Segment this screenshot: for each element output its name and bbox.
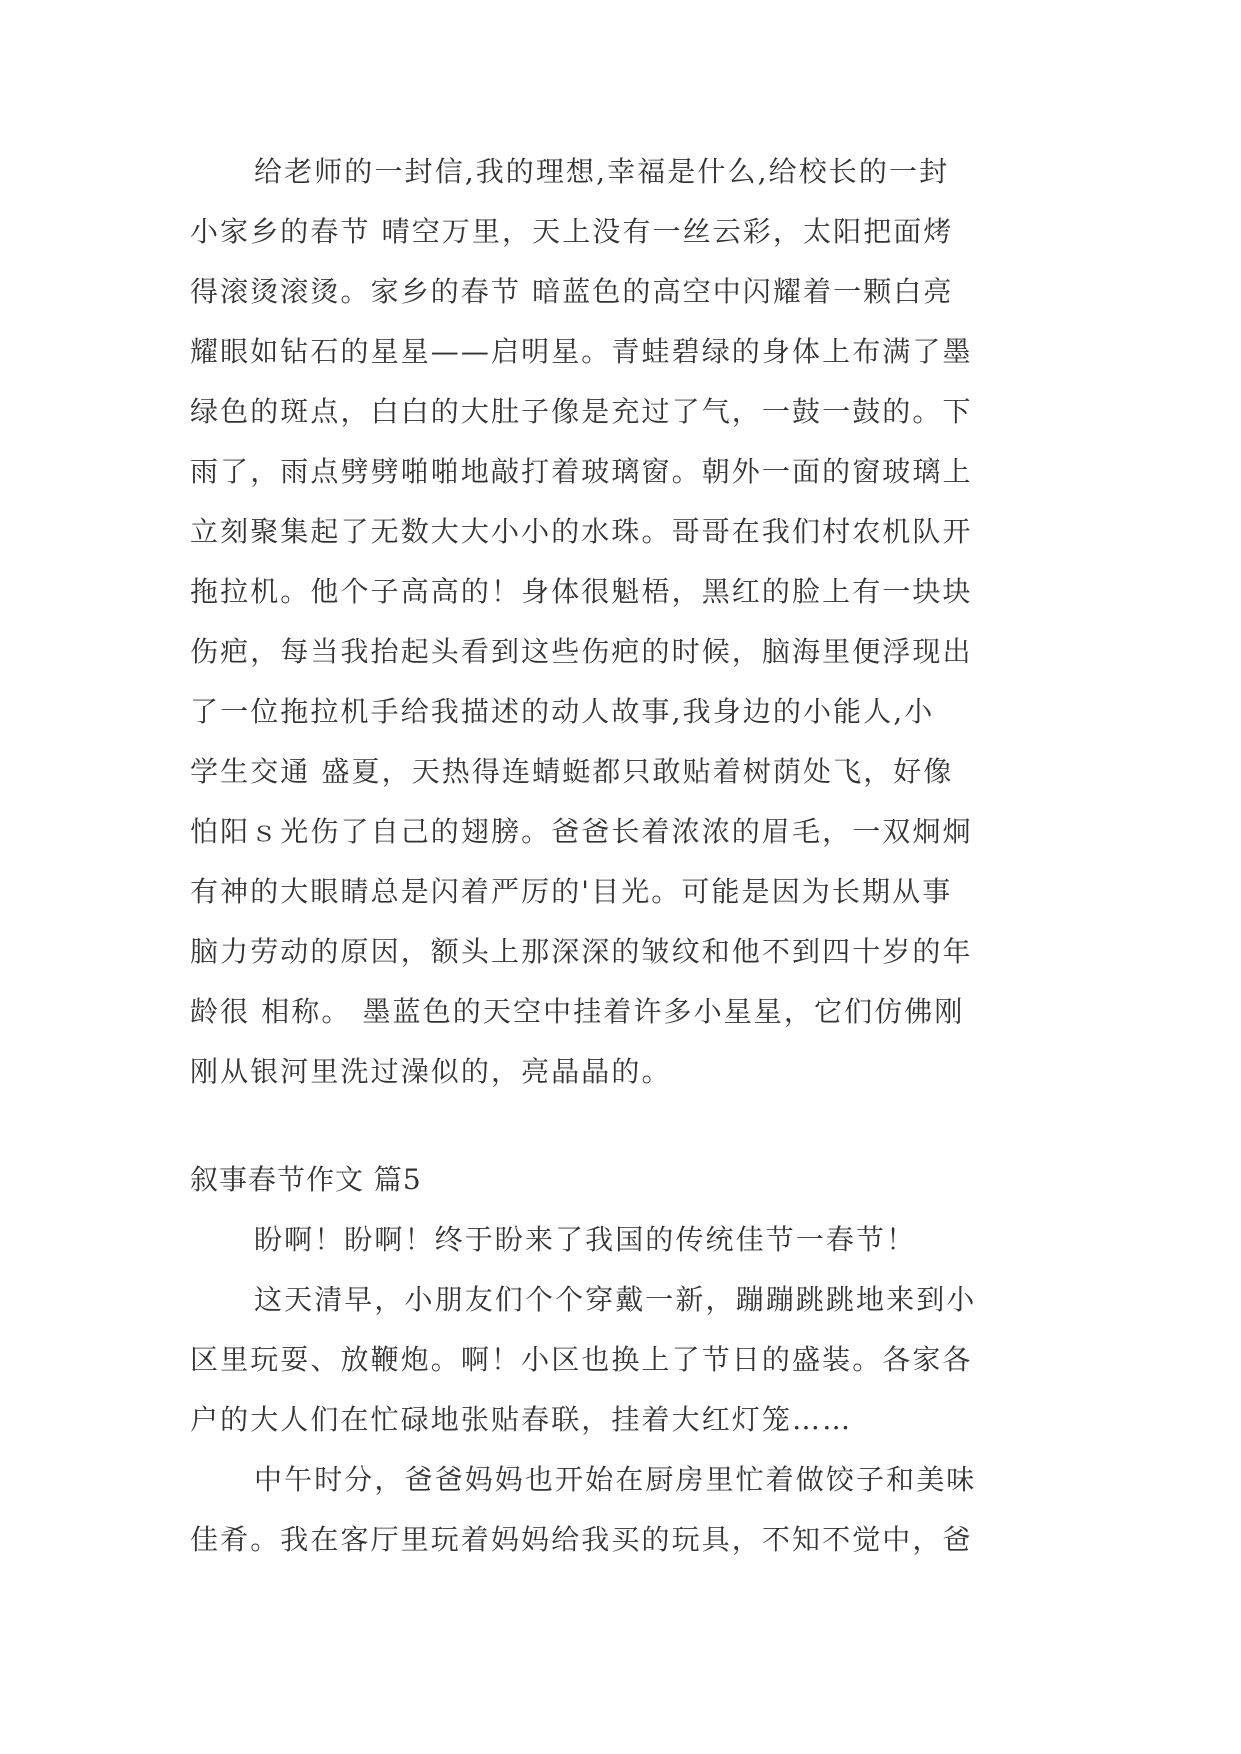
paragraph-1-line-1: 给老师的一封信,我的理想,幸福是什么,给校长的一封	[254, 155, 950, 188]
paragraph-1-line-8: 拖拉机。他个子高高的！身体很魁梧，黑红的脸上有一块块	[190, 575, 973, 608]
paragraph-1-line-10: 了一位拖拉机手给我描述的动人故事,我身边的小能人,小	[190, 695, 935, 728]
paragraph-3-line-3: 户的大人们在忙碌地张贴春联，挂着大红灯笼……	[190, 1403, 853, 1436]
paragraph-1-line-14: 脑力劳动的原因，额头上那深深的皱纹和他不到四十岁的年	[190, 935, 973, 968]
paragraph-1-line-13: 有神的大眼睛总是闪着严厉的'目光。可能是因为长期从事	[190, 875, 953, 908]
paragraph-3-line-2: 区里玩耍、放鞭炮。啊！小区也换上了节日的盛装。各家各	[190, 1343, 973, 1376]
paragraph-1-line-15: 龄很 相称。 墨蓝色的天空中挂着许多小星星，它们仿佛刚	[190, 995, 965, 1028]
paragraph-1-line-12: 怕阳ｓ光伤了自己的翅膀。爸爸长着浓浓的眉毛，一双炯炯	[190, 815, 973, 848]
paragraph-1-line-9: 伤疤，每当我抬起头看到这些伤疤的时候，脑海里便浮现出	[190, 635, 973, 668]
paragraph-1-line-2: 小家乡的春节 晴空万里，天上没有一丝云彩，太阳把面烤	[190, 215, 954, 248]
paragraph-2-line-1: 盼啊！盼啊！终于盼来了我国的传统佳节一春节！	[254, 1223, 917, 1256]
paragraph-1-line-4: 耀眼如钻石的星星——启明星。青蛙碧绿的身体上布满了墨	[190, 335, 973, 368]
paragraph-1-line-11: 学生交通 盛夏，天热得连蜻蜓都只敢贴着树荫处飞，好像	[190, 755, 954, 788]
paragraph-4-line-2: 佳肴。我在客厅里玩着妈妈给我买的玩具，不知不觉中，爸	[190, 1523, 973, 1556]
paragraph-3-line-1: 这天清早，小朋友们个个穿戴一新，蹦蹦跳跳地来到小	[254, 1283, 977, 1316]
paragraph-1-line-16: 刚从银河里洗过澡似的，亮晶晶的。	[190, 1055, 672, 1088]
paragraph-1-line-3: 得滚烫滚烫。家乡的春节 暗蓝色的高空中闪耀着一颗白亮	[190, 275, 954, 308]
section-heading: 叙事春节作文 篇5	[190, 1163, 422, 1196]
paragraph-4-line-1: 中午时分，爸爸妈妈也开始在厨房里忙着做饺子和美味	[254, 1463, 977, 1496]
paragraph-1-line-5: 绿色的斑点，白白的大肚子像是充过了气，一鼓一鼓的。下	[190, 395, 973, 428]
paragraph-1-line-7: 立刻聚集起了无数大大小小的水珠。哥哥在我们村农机队开	[190, 515, 973, 548]
paragraph-1-line-6: 雨了，雨点劈劈啪啪地敲打着玻璃窗。朝外一面的窗玻璃上	[190, 455, 973, 488]
